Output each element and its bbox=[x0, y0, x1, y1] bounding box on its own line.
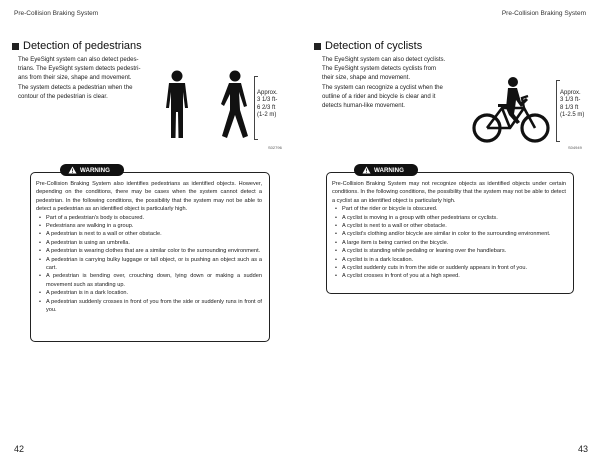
cyclist-icon bbox=[472, 78, 552, 148]
list-item: • A cyclist is moving in a group with other pedestrians or cyclists. bbox=[342, 214, 566, 222]
page-number: 43 bbox=[577, 444, 588, 454]
list-item: • A pedestrian is using an umbrella. bbox=[46, 239, 262, 247]
intro-line: The EyeSight system can also detect pedes- bbox=[18, 56, 139, 63]
intro-line: their size, shape and movement. bbox=[322, 74, 411, 82]
list-item: • A large item is being carried on the bicycle. bbox=[342, 239, 566, 247]
warning-text bbox=[332, 180, 566, 281]
list-item: • A pedestrian is bending over, crouching down, lying down or making a sudden movement such as standing up. bbox=[46, 272, 262, 289]
intro-line: trians. The EyeSight system detects pedestri- bbox=[18, 65, 141, 73]
square-bullet-icon bbox=[12, 43, 19, 50]
intro-line: The system can recognize a cyclist when the bbox=[322, 83, 443, 91]
intro-line: The EyeSight system detects cyclists from bbox=[322, 65, 437, 73]
intro-line: detects human-like movement. bbox=[322, 102, 405, 110]
list-item: • Part of the rider or bicycle is obscured. bbox=[342, 205, 566, 213]
warning-label: WARNING bbox=[374, 166, 404, 174]
warning-paragraph: Pre-Collision Braking System also identifies pedestrians as identified objects. However, depending on the conditions, there may be cases when the system cannot detect a pedestrian. In the following conditions, the possibility that the system may not be able to detect a pedestrian as an identified object is particularly high. bbox=[36, 181, 262, 213]
list-item: • A pedestrian is next to a wall or other obstacle. bbox=[46, 230, 262, 238]
list-item: • A cyclist is next to a wall or other obstacle. bbox=[342, 222, 566, 230]
intro-line: ans from their size, shape and movement. bbox=[18, 74, 132, 82]
height-label: Approx. 3 1/3 ft- 8 1/3 ft (1-2.5 m) bbox=[560, 90, 585, 119]
list-item: • A cyclist suddenly cuts in from the side or suddenly appears in front of you. bbox=[342, 264, 566, 272]
section-title-text: Detection of pedestrians bbox=[23, 40, 142, 52]
warning-triangle-icon bbox=[362, 166, 371, 174]
warning-label: WARNING bbox=[80, 166, 110, 174]
list-item: • Part of a pedestrian's body is obscured. bbox=[46, 214, 262, 222]
section-title-text: Detection of cyclists bbox=[325, 40, 423, 52]
warning-triangle-icon bbox=[68, 166, 77, 174]
running-header: Pre-Collision Braking System bbox=[501, 10, 586, 17]
intro-line: outline of a rider and bicycle is clear and it bbox=[322, 92, 436, 100]
list-item: • Pedestrians are walking in a group. bbox=[46, 222, 262, 230]
list-item: • A cyclist crosses in front of you at a high speed. bbox=[342, 272, 566, 280]
warning-badge bbox=[354, 164, 418, 176]
height-label: Approx. 3 1/3 ft- 6 2/3 ft (1-2 m) bbox=[257, 90, 278, 119]
right-page bbox=[300, 0, 600, 471]
intro-line: contour of the pedestrian is clear. bbox=[18, 92, 108, 100]
warning-badge bbox=[60, 164, 124, 176]
intro-text bbox=[18, 55, 156, 101]
page-number: 42 bbox=[14, 444, 25, 454]
intro-text bbox=[322, 55, 462, 110]
list-item: • A pedestrian is carrying bulky luggage or tall object, or is pushing an object such as a cart. bbox=[46, 256, 262, 273]
list-item: • A pedestrian suddenly crosses in front of you from the side or suddenly runs in front of you. bbox=[46, 298, 262, 315]
figure-code: S02796 bbox=[268, 145, 282, 150]
list-item: • A pedestrian is in a dark location. bbox=[46, 289, 262, 297]
figure-code: S04949 bbox=[568, 145, 582, 150]
list-item: • A cyclist's clothing and/or bicycle are similar in color to the surrounding environment. bbox=[342, 230, 566, 238]
square-bullet-icon bbox=[314, 43, 321, 50]
warning-list bbox=[332, 205, 566, 281]
walking-pedestrian-icon bbox=[214, 70, 254, 140]
warning-list bbox=[36, 214, 262, 315]
intro-line: The system detects a pedestrian when the bbox=[18, 83, 133, 91]
warning-text bbox=[36, 180, 262, 315]
list-item: • A pedestrian is wearing clothes that are a similar color to the surrounding environment. bbox=[46, 247, 262, 255]
intro-line: The EyeSight system can also detect cyclists. bbox=[322, 56, 446, 63]
list-item: • A cyclist is in a dark location. bbox=[342, 256, 566, 264]
list-item: • A cyclist is standing while pedaling or leaning over the handlebars. bbox=[342, 247, 566, 255]
standing-pedestrian-icon bbox=[160, 70, 194, 140]
warning-paragraph: Pre-Collision Braking System may not recognize objects as identified objects under certain conditions. In the following conditions, the possibility that the system may not be able to detect a cyclist as an identified object is particularly high. bbox=[332, 181, 566, 204]
running-header: Pre-Collision Braking System bbox=[14, 10, 99, 17]
section-title-cyclists bbox=[314, 40, 422, 52]
section-title-pedestrians bbox=[12, 40, 142, 52]
